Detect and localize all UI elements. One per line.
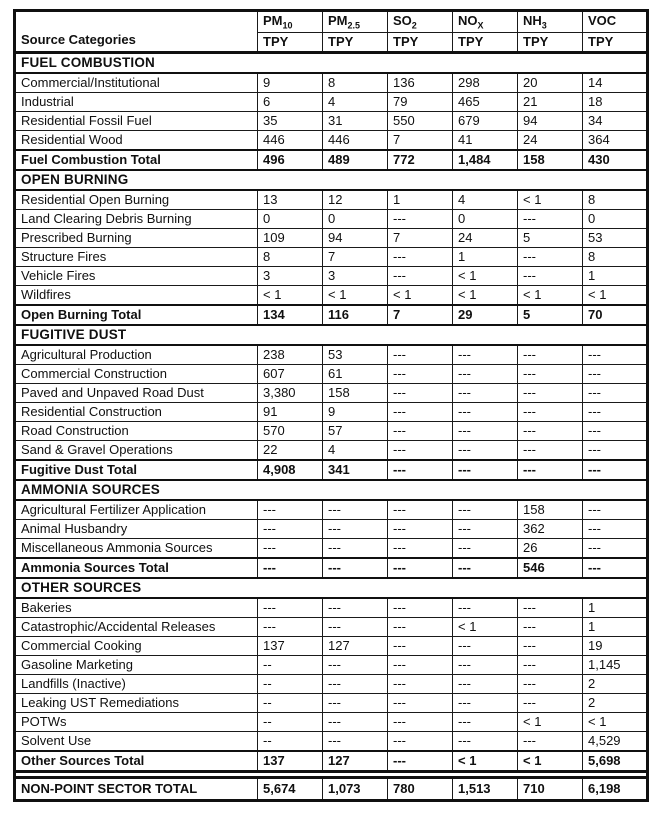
- cell-pm10: 22: [258, 440, 323, 460]
- cell-nh3: ---: [518, 693, 583, 712]
- cell-pm25: 61: [323, 364, 388, 383]
- cell-nox: ---: [453, 383, 518, 402]
- row-label: Animal Husbandry: [15, 519, 258, 538]
- cell-nox: 298: [453, 73, 518, 93]
- cell-pm25: 4: [323, 92, 388, 111]
- cell-pm25: ---: [323, 731, 388, 751]
- cell-pm10: 5,674: [258, 777, 323, 800]
- section-total-row: [15, 305, 648, 325]
- table-row: [15, 674, 648, 693]
- row-label: Prescribed Burning: [15, 228, 258, 247]
- cell-pm25: ---: [323, 519, 388, 538]
- row-label: Industrial: [15, 92, 258, 111]
- unit-header-nh3: TPY: [518, 32, 583, 52]
- cell-so2: 772: [388, 150, 453, 170]
- row-label: Road Construction: [15, 421, 258, 440]
- cell-pm25: ---: [323, 538, 388, 558]
- row-label: Catastrophic/Accidental Releases: [15, 617, 258, 636]
- cell-nox: ---: [453, 402, 518, 421]
- unit-header-so2: TPY: [388, 32, 453, 52]
- cell-nh3: 5: [518, 228, 583, 247]
- table-row: [15, 440, 648, 460]
- cell-nh3: ---: [518, 402, 583, 421]
- table-row: [15, 285, 648, 305]
- cell-pm25: ---: [323, 712, 388, 731]
- table-body: [15, 52, 648, 800]
- row-label: Residential Fossil Fuel: [15, 111, 258, 130]
- cell-voc: 18: [583, 92, 648, 111]
- cell-pm25: 12: [323, 190, 388, 210]
- row-label: Residential Construction: [15, 402, 258, 421]
- cell-pm25: < 1: [323, 285, 388, 305]
- cell-nh3: 21: [518, 92, 583, 111]
- cell-nh3: 5: [518, 305, 583, 325]
- table-row: [15, 538, 648, 558]
- table-row: [15, 266, 648, 285]
- table-row: [15, 247, 648, 266]
- cell-so2: ---: [388, 636, 453, 655]
- emissions-table-wrap: [13, 9, 649, 802]
- cell-nox: ---: [453, 440, 518, 460]
- cell-so2: ---: [388, 519, 453, 538]
- section-title: AMMONIA SOURCES: [15, 480, 648, 500]
- cell-nh3: ---: [518, 345, 583, 365]
- grand-total-row: [15, 777, 648, 800]
- cell-pm10: --: [258, 693, 323, 712]
- cell-voc: 53: [583, 228, 648, 247]
- cell-nh3: ---: [518, 266, 583, 285]
- table-row: [15, 617, 648, 636]
- table-row: [15, 345, 648, 365]
- cell-pm25: 127: [323, 636, 388, 655]
- cell-nox: 0: [453, 209, 518, 228]
- table-row: [15, 402, 648, 421]
- cell-pm10: ---: [258, 617, 323, 636]
- table-row: [15, 130, 648, 150]
- cell-pm10: 3: [258, 266, 323, 285]
- table-row: [15, 693, 648, 712]
- cell-voc: 1: [583, 598, 648, 618]
- cell-pm10: 13: [258, 190, 323, 210]
- cell-pm25: 3: [323, 266, 388, 285]
- cell-so2: < 1: [388, 285, 453, 305]
- cell-pm25: ---: [323, 598, 388, 618]
- unit-header-pm25: TPY: [323, 32, 388, 52]
- cell-pm25: 1,073: [323, 777, 388, 800]
- cell-pm10: 496: [258, 150, 323, 170]
- cell-pm10: ---: [258, 500, 323, 520]
- cell-nh3: 24: [518, 130, 583, 150]
- cell-nox: ---: [453, 500, 518, 520]
- cell-voc: 2: [583, 674, 648, 693]
- cell-pm25: 53: [323, 345, 388, 365]
- cell-so2: 79: [388, 92, 453, 111]
- cell-pm25: 8: [323, 73, 388, 93]
- cell-nh3: ---: [518, 598, 583, 618]
- cell-so2: ---: [388, 460, 453, 480]
- cell-so2: ---: [388, 383, 453, 402]
- cell-voc: ---: [583, 538, 648, 558]
- cell-nox: 1: [453, 247, 518, 266]
- section-header-row: [15, 480, 648, 500]
- row-label: Miscellaneous Ammonia Sources: [15, 538, 258, 558]
- cell-so2: 550: [388, 111, 453, 130]
- pollutant-header-row: [15, 11, 648, 33]
- cell-so2: 1: [388, 190, 453, 210]
- col-header-pm10: $PM_{10}$: [258, 11, 323, 33]
- cell-voc: ---: [583, 383, 648, 402]
- cell-voc: 4,529: [583, 731, 648, 751]
- cell-so2: ---: [388, 402, 453, 421]
- cell-voc: ---: [583, 558, 648, 578]
- section-total-label: Open Burning Total: [15, 305, 258, 325]
- cell-voc: ---: [583, 500, 648, 520]
- row-label: Sand & Gravel Operations: [15, 440, 258, 460]
- cell-pm25: ---: [323, 655, 388, 674]
- cell-nh3: ---: [518, 460, 583, 480]
- section-title: FUGITIVE DUST: [15, 325, 648, 345]
- section-total-label: Ammonia Sources Total: [15, 558, 258, 578]
- cell-nox: ---: [453, 636, 518, 655]
- col-header-pm25: $PM_{2.5}$: [323, 11, 388, 33]
- cell-nox: < 1: [453, 617, 518, 636]
- cell-nh3: ---: [518, 247, 583, 266]
- cell-pm10: 607: [258, 364, 323, 383]
- cell-voc: 70: [583, 305, 648, 325]
- table-row: [15, 598, 648, 618]
- cell-nh3: ---: [518, 617, 583, 636]
- cell-pm25: 7: [323, 247, 388, 266]
- cell-nox: 4: [453, 190, 518, 210]
- cell-nh3: 26: [518, 538, 583, 558]
- pm25-subscript: 2.5: [347, 20, 361, 31]
- cell-nh3: < 1: [518, 712, 583, 731]
- pm10-subscript: 10: [282, 20, 293, 31]
- cell-nox: ---: [453, 519, 518, 538]
- row-label: Leaking UST Remediations: [15, 693, 258, 712]
- cell-pm25: 4: [323, 440, 388, 460]
- cell-pm10: 570: [258, 421, 323, 440]
- cell-nox: ---: [453, 693, 518, 712]
- cell-pm10: --: [258, 731, 323, 751]
- cell-nox: ---: [453, 364, 518, 383]
- cell-nh3: ---: [518, 655, 583, 674]
- cell-pm25: 94: [323, 228, 388, 247]
- row-label: POTWs: [15, 712, 258, 731]
- section-total-row: [15, 558, 648, 578]
- table-row: [15, 383, 648, 402]
- cell-pm10: --: [258, 674, 323, 693]
- col-header-voc: VOC: [583, 11, 648, 33]
- cell-nh3: 158: [518, 500, 583, 520]
- cell-pm10: ---: [258, 519, 323, 538]
- row-label: Structure Fires: [15, 247, 258, 266]
- cell-so2: ---: [388, 751, 453, 772]
- cell-nox: 465: [453, 92, 518, 111]
- cell-voc: 6,198: [583, 777, 648, 800]
- cell-nox: 1,513: [453, 777, 518, 800]
- cell-nox: ---: [453, 460, 518, 480]
- cell-so2: 7: [388, 130, 453, 150]
- cell-nh3: 20: [518, 73, 583, 93]
- col-header-nh3: $NH_3$: [518, 11, 583, 33]
- cell-pm25: ---: [323, 693, 388, 712]
- unit-header-pm10: TPY: [258, 32, 323, 52]
- cell-voc: < 1: [583, 712, 648, 731]
- cell-pm10: 8: [258, 247, 323, 266]
- cell-nox: 24: [453, 228, 518, 247]
- nox-subscript: X: [477, 20, 484, 31]
- cell-pm10: 137: [258, 636, 323, 655]
- cell-voc: 14: [583, 73, 648, 93]
- section-total-label: Fuel Combustion Total: [15, 150, 258, 170]
- section-header-row: [15, 52, 648, 73]
- cell-nh3: < 1: [518, 751, 583, 772]
- cell-so2: ---: [388, 364, 453, 383]
- cell-nh3: 546: [518, 558, 583, 578]
- row-label: Agricultural Production: [15, 345, 258, 365]
- cell-nox: ---: [453, 655, 518, 674]
- cell-nh3: 94: [518, 111, 583, 130]
- table-row: [15, 228, 648, 247]
- cell-voc: 1: [583, 617, 648, 636]
- section-header-row: [15, 578, 648, 598]
- cell-voc: ---: [583, 364, 648, 383]
- cell-pm10: 134: [258, 305, 323, 325]
- cell-so2: ---: [388, 674, 453, 693]
- cell-so2: ---: [388, 266, 453, 285]
- table-header: [15, 11, 648, 53]
- cell-so2: ---: [388, 617, 453, 636]
- cell-pm10: 35: [258, 111, 323, 130]
- cell-voc: ---: [583, 402, 648, 421]
- cell-pm10: 4,908: [258, 460, 323, 480]
- cell-so2: ---: [388, 345, 453, 365]
- cell-pm25: 9: [323, 402, 388, 421]
- cell-nox: ---: [453, 558, 518, 578]
- table-row: [15, 655, 648, 674]
- cell-nox: ---: [453, 345, 518, 365]
- cell-nh3: ---: [518, 383, 583, 402]
- cell-nox: ---: [453, 712, 518, 731]
- row-label: Residential Open Burning: [15, 190, 258, 210]
- cell-so2: ---: [388, 712, 453, 731]
- cell-pm10: 3,380: [258, 383, 323, 402]
- cell-pm25: ---: [323, 500, 388, 520]
- cell-voc: 19: [583, 636, 648, 655]
- cell-so2: ---: [388, 247, 453, 266]
- cell-nh3: ---: [518, 440, 583, 460]
- row-label: Vehicle Fires: [15, 266, 258, 285]
- cell-voc: 8: [583, 247, 648, 266]
- cell-nh3: ---: [518, 421, 583, 440]
- table-row: [15, 364, 648, 383]
- section-total-label: Other Sources Total: [15, 751, 258, 772]
- section-total-row: [15, 460, 648, 480]
- cell-nh3: ---: [518, 731, 583, 751]
- cell-voc: ---: [583, 421, 648, 440]
- table-row: [15, 421, 648, 440]
- cell-nh3: 362: [518, 519, 583, 538]
- row-label: Bakeries: [15, 598, 258, 618]
- cell-so2: ---: [388, 538, 453, 558]
- cell-nox: 1,484: [453, 150, 518, 170]
- row-label: Commercial Cooking: [15, 636, 258, 655]
- grand-total-label: NON-POINT SECTOR TOTAL: [15, 777, 258, 800]
- cell-nh3: < 1: [518, 285, 583, 305]
- cell-nox: < 1: [453, 751, 518, 772]
- cell-pm10: --: [258, 712, 323, 731]
- table-row: [15, 209, 648, 228]
- cell-pm10: 0: [258, 209, 323, 228]
- cell-pm10: 91: [258, 402, 323, 421]
- table-row: [15, 92, 648, 111]
- cell-nox: ---: [453, 731, 518, 751]
- cell-nh3: ---: [518, 209, 583, 228]
- cell-nox: 679: [453, 111, 518, 130]
- cell-pm25: 158: [323, 383, 388, 402]
- table-row: [15, 712, 648, 731]
- section-title: FUEL COMBUSTION: [15, 52, 648, 73]
- cell-voc: 8: [583, 190, 648, 210]
- cell-pm25: 31: [323, 111, 388, 130]
- cell-pm10: 238: [258, 345, 323, 365]
- cell-nh3: 158: [518, 150, 583, 170]
- cell-nox: ---: [453, 421, 518, 440]
- cell-voc: ---: [583, 460, 648, 480]
- cell-pm25: ---: [323, 558, 388, 578]
- row-label: Landfills (Inactive): [15, 674, 258, 693]
- unit-header-nox: TPY: [453, 32, 518, 52]
- cell-pm25: 446: [323, 130, 388, 150]
- cell-nh3: < 1: [518, 190, 583, 210]
- cell-pm10: < 1: [258, 285, 323, 305]
- table-row: [15, 731, 648, 751]
- cell-nox: ---: [453, 598, 518, 618]
- cell-pm10: 6: [258, 92, 323, 111]
- row-label: Residential Wood: [15, 130, 258, 150]
- emissions-table: [13, 9, 649, 802]
- cell-voc: 34: [583, 111, 648, 130]
- cell-so2: ---: [388, 558, 453, 578]
- row-label: Agricultural Fertilizer Application: [15, 500, 258, 520]
- cell-nox: ---: [453, 538, 518, 558]
- section-total-row: [15, 150, 648, 170]
- cell-voc: ---: [583, 440, 648, 460]
- row-label: Solvent Use: [15, 731, 258, 751]
- cell-voc: < 1: [583, 285, 648, 305]
- cell-so2: ---: [388, 500, 453, 520]
- cell-nh3: ---: [518, 364, 583, 383]
- cell-nox: < 1: [453, 285, 518, 305]
- row-label: Commercial Construction: [15, 364, 258, 383]
- section-title: OTHER SOURCES: [15, 578, 648, 598]
- cell-voc: ---: [583, 519, 648, 538]
- cell-pm25: 489: [323, 150, 388, 170]
- cell-pm25: ---: [323, 674, 388, 693]
- cell-voc: 1,145: [583, 655, 648, 674]
- cell-pm25: 0: [323, 209, 388, 228]
- cell-pm10: --: [258, 655, 323, 674]
- table-row: [15, 73, 648, 93]
- cell-so2: 7: [388, 305, 453, 325]
- cell-nh3: 710: [518, 777, 583, 800]
- cell-pm25: 127: [323, 751, 388, 772]
- cell-pm25: ---: [323, 617, 388, 636]
- cell-pm25: 116: [323, 305, 388, 325]
- cell-voc: 1: [583, 266, 648, 285]
- cell-pm10: ---: [258, 598, 323, 618]
- cell-voc: 364: [583, 130, 648, 150]
- cell-so2: ---: [388, 693, 453, 712]
- cell-voc: 0: [583, 209, 648, 228]
- cell-so2: ---: [388, 421, 453, 440]
- so2-subscript: 2: [411, 20, 417, 31]
- col-header-so2: $SO_2$: [388, 11, 453, 33]
- cell-so2: 780: [388, 777, 453, 800]
- cell-pm10: 446: [258, 130, 323, 150]
- cell-so2: ---: [388, 598, 453, 618]
- cell-so2: ---: [388, 209, 453, 228]
- row-label: Commercial/Institutional: [15, 73, 258, 93]
- cell-voc: 5,698: [583, 751, 648, 772]
- cell-pm10: 137: [258, 751, 323, 772]
- cell-pm10: 109: [258, 228, 323, 247]
- col-header-nox: $NO_X$: [453, 11, 518, 33]
- nh3-subscript: 3: [541, 20, 547, 31]
- row-label: Paved and Unpaved Road Dust: [15, 383, 258, 402]
- cell-pm10: 9: [258, 73, 323, 93]
- source-categories-header: [15, 11, 258, 53]
- row-label: Land Clearing Debris Burning: [15, 209, 258, 228]
- cell-pm25: 57: [323, 421, 388, 440]
- section-header-row: [15, 170, 648, 190]
- cell-pm10: ---: [258, 558, 323, 578]
- unit-header-voc: TPY: [583, 32, 648, 52]
- table-row: [15, 111, 648, 130]
- cell-nox: 41: [453, 130, 518, 150]
- section-header-row: [15, 325, 648, 345]
- section-title: OPEN BURNING: [15, 170, 648, 190]
- section-total-label: Fugitive Dust Total: [15, 460, 258, 480]
- cell-voc: ---: [583, 345, 648, 365]
- row-label: Gasoline Marketing: [15, 655, 258, 674]
- row-label: Wildfires: [15, 285, 258, 305]
- cell-so2: ---: [388, 440, 453, 460]
- cell-pm25: 341: [323, 460, 388, 480]
- cell-so2: 7: [388, 228, 453, 247]
- cell-voc: 2: [583, 693, 648, 712]
- cell-nox: 29: [453, 305, 518, 325]
- table-row: [15, 500, 648, 520]
- section-total-row: [15, 751, 648, 772]
- cell-so2: 136: [388, 73, 453, 93]
- cell-nh3: ---: [518, 674, 583, 693]
- cell-nox: < 1: [453, 266, 518, 285]
- cell-nh3: ---: [518, 636, 583, 655]
- cell-pm10: ---: [258, 538, 323, 558]
- table-row: [15, 636, 648, 655]
- source-categories-label: Source Categories: [21, 31, 136, 47]
- cell-nox: ---: [453, 674, 518, 693]
- cell-so2: ---: [388, 655, 453, 674]
- cell-voc: 430: [583, 150, 648, 170]
- cell-so2: ---: [388, 731, 453, 751]
- table-row: [15, 190, 648, 210]
- table-row: [15, 519, 648, 538]
